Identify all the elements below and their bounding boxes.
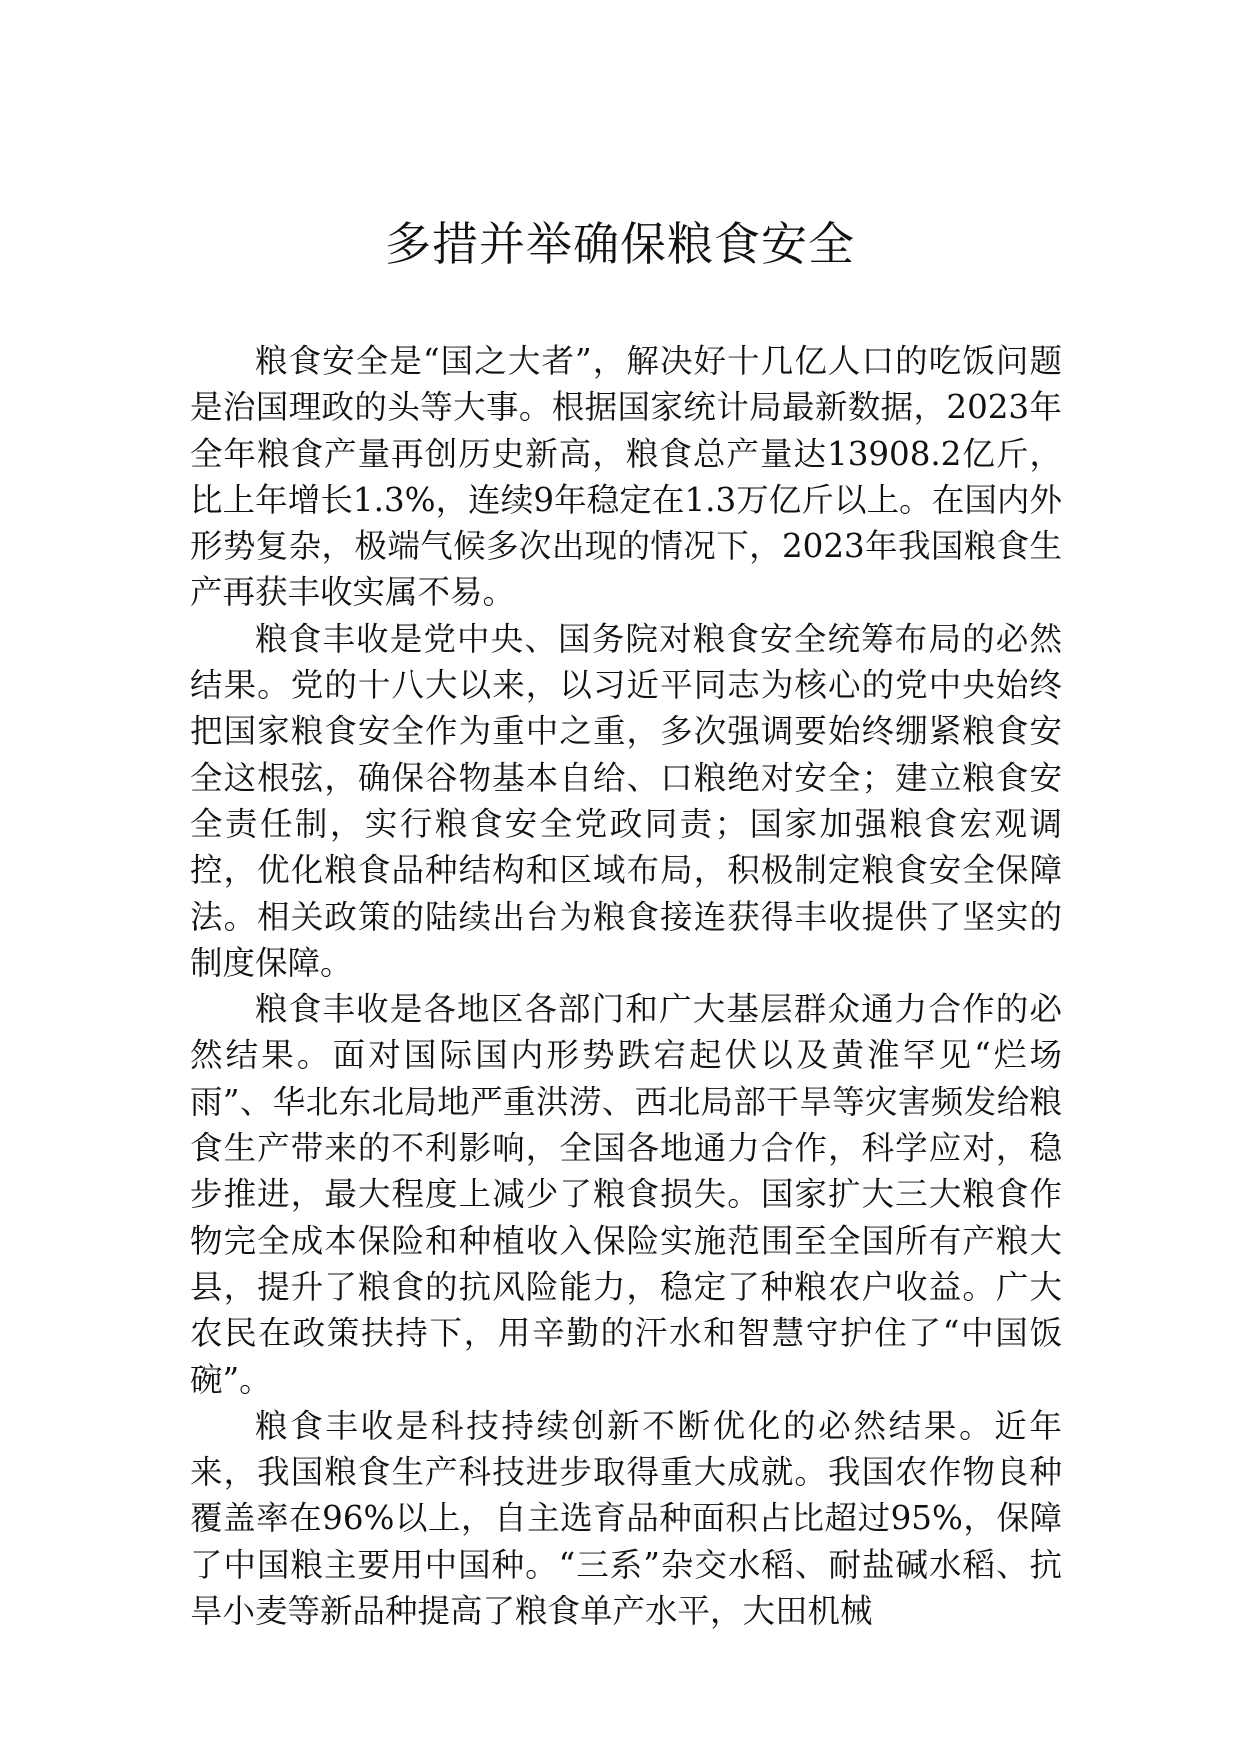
paragraph-3: 粮食丰收是各地区各部门和广大基层群众通力合作的必然结果。面对国际国内形势跌宕起伏以及黄淮罕见“烂场雨”、华北东北局地严重洪涝、西北局部干旱等灾害频发给粮食生产带来的不利影响，全国各地通力合作，科学应对，稳步推进，最大程度上减少了粮食损失。国家扩大三大粮食作物完全成本保险和种植收入保险实施范围至全国所有产粮大县，提升了粮食的抗风险能力，稳定了种粮农户收益。广大农民在政策扶持下，用辛勤的汗水和智慧守护住了“中国饭碗”。	[190, 990, 1062, 1399]
document-title: 多措并举确保粮食安全	[385, 217, 855, 271]
paragraph-2: 粮食丰收是党中央、国务院对粮食安全统筹布局的必然结果。党的十八大以来，以习近平同志为核心的党中央始终把国家粮食安全作为重中之重，多次强调要始终绷紧粮食安全这根弦，确保谷物基本自给、口粮绝对安全；建立粮食安全责任制，实行粮食安全党政同责；国家加强粮食宏观调控，优化粮食品种结构和区域布局，积极制定粮食安全保障法。相关政策的陆续出台为粮食接连获得丰收提供了坚实的制度保障。	[190, 619, 1062, 982]
paragraph-1: 粮食安全是“国之大者”，解决好十几亿人口的吃饭问题是治国理政的头等大事。根据国家统计局最新数据，2023年全年粮食产量再创历史新高，粮食总产量达13908.2亿斤，比上年增长1.3%，连续9年稳定在1.3万亿斤以上。在国内外形势复杂，极端气候多次出现的情况下，2023年我国粮食生产再获丰收实属不易。	[190, 342, 1062, 612]
document-body	[190, 338, 1062, 1634]
paragraph-4: 粮食丰收是科技持续创新不断优化的必然结果。近年来，我国粮食生产科技进步取得重大成就。我国农作物良种覆盖率在96%以上，自主选育品种面积占比超过95%，保障了中国粮主要用中国种。“三系”杂交水稻、耐盐碱水稻、抗旱小麦等新品种提高了粮食单产水平，大田机械	[190, 1406, 1062, 1631]
